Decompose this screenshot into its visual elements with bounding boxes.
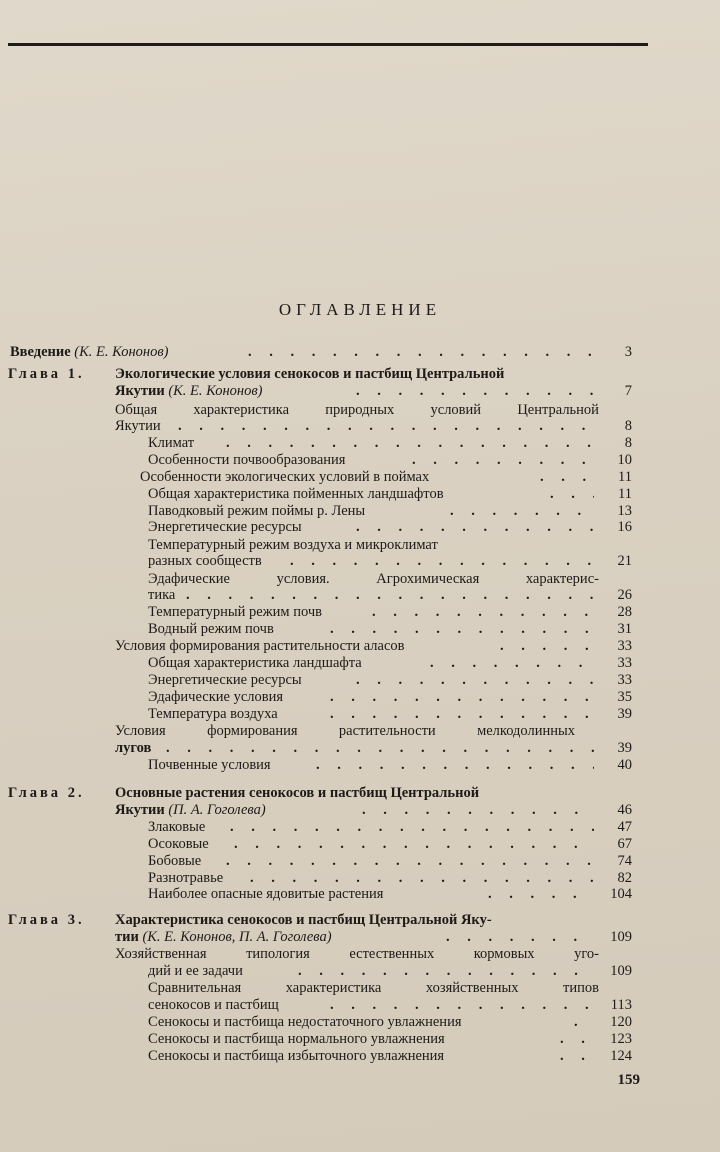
entry-text: Злаковые (148, 819, 206, 835)
dot-leader (186, 587, 594, 604)
entry-text: Якутии (К. Е. Кононов) (115, 383, 263, 399)
dot-leader (356, 383, 594, 400)
page-ref: 35 (617, 689, 632, 705)
toc-entry (0, 655, 720, 672)
entry-text: Водный режим почв (148, 621, 274, 637)
toc-entry (0, 853, 720, 870)
entry-text: Глава 3. (8, 912, 85, 928)
page-ref: 16 (617, 519, 632, 535)
page-ref: 67 (617, 836, 632, 852)
toc-entry (0, 1048, 720, 1065)
toc-entry (0, 836, 720, 853)
dot-leader (330, 706, 594, 723)
toc-entry-cont (0, 418, 720, 435)
toc-entry (0, 604, 720, 621)
toc-entry (0, 503, 720, 520)
page-ref: 8 (624, 418, 632, 434)
toc-entry (0, 1031, 720, 1048)
dot-leader (290, 553, 594, 570)
entry-text: тии (К. Е. Кононов, П. А. Гоголева) (115, 929, 332, 945)
dot-leader (250, 870, 594, 887)
toc-entry (0, 672, 720, 689)
dot-leader (234, 836, 594, 853)
entry-text: Глава 2. (8, 785, 85, 801)
page-ref: 74 (617, 853, 632, 869)
toc-entry-cont (0, 553, 720, 570)
entry-text: сенокосов и пастбищ (148, 997, 279, 1013)
toc-entry (0, 571, 720, 588)
entry-text: Наиболее опасные ядовитые растения (148, 886, 384, 902)
dot-leader (372, 604, 594, 621)
dot-leader (446, 929, 594, 946)
toc-entry (0, 870, 720, 887)
page-ref: 33 (617, 638, 632, 654)
toc-entry (0, 980, 720, 997)
entry-text: Основные растения сенокосов и пастбищ Центральной (115, 785, 480, 801)
toc-entry-introduction (0, 344, 720, 361)
toc-entry (0, 689, 720, 706)
page-ref: 47 (617, 819, 632, 835)
entry-text: Якутии (П. А. Гоголева) (115, 802, 266, 818)
dot-leader (450, 503, 594, 520)
entry-text: Сравнительная характеристика хозяйственных типов (148, 980, 599, 996)
entry-text: тика (148, 587, 176, 603)
toc-entry (0, 819, 720, 836)
page-ref: 40 (617, 757, 632, 773)
entry-text: Эдафические условия (148, 689, 284, 705)
page-ref: 39 (617, 706, 632, 722)
toc-entry (0, 1014, 720, 1031)
page-ref: 31 (617, 621, 632, 637)
page-ref: 113 (610, 997, 632, 1013)
toc-chapter-1-cont (0, 383, 720, 400)
entry-text: Якутии (115, 418, 161, 434)
entry-text: Температурный режим почв (148, 604, 322, 620)
page-ref: 109 (610, 963, 632, 979)
entry-text: Особенности почвообразования (148, 452, 346, 468)
page-ref: 28 (617, 604, 632, 620)
page-ref: 21 (617, 553, 632, 569)
dot-leader (166, 740, 594, 757)
dot-leader (298, 963, 594, 980)
toc-chapter-1 (0, 366, 720, 383)
toc-chapter-3-cont (0, 929, 720, 946)
entry-text: Сенокосы и пастбища недостаточного увлажнения (148, 1014, 462, 1030)
toc-entry (0, 621, 720, 638)
toc-entry-cont (0, 963, 720, 980)
page-ref: 82 (617, 870, 632, 886)
entry-text: Климат (148, 435, 195, 451)
entry-text: Бобовые (148, 853, 202, 869)
dot-leader (178, 418, 594, 435)
page-ref: 8 (624, 435, 632, 451)
entry-text: дий и ее задачи (148, 963, 243, 979)
toc-entry-cont (0, 997, 720, 1014)
entry-text: Введение (К. Е. Кононов) (10, 344, 169, 360)
toc-chapter-2-cont (0, 802, 720, 819)
toc-entry (0, 638, 720, 655)
entry-text: Особенности экологических условий в поймах (140, 469, 430, 485)
page-ref: 11 (618, 469, 632, 485)
dot-leader (330, 997, 594, 1014)
toc-entry (0, 706, 720, 723)
entry-text: Почвенные условия (148, 757, 271, 773)
toc-entry (0, 469, 720, 486)
entry-text: Глава 1. (8, 366, 85, 382)
entry-text: Сенокосы и пастбища избыточного увлажнения (148, 1048, 445, 1064)
page-number: 159 (617, 1072, 640, 1088)
entry-text: разных сообществ (148, 553, 262, 569)
dot-leader (540, 469, 594, 486)
dot-leader (550, 486, 594, 503)
dot-leader (330, 689, 594, 706)
page-ref: 124 (610, 1048, 632, 1064)
entry-text: Условия формирования растительности мелкодолинных (115, 723, 575, 739)
dot-leader (230, 819, 594, 836)
dot-leader (500, 638, 594, 655)
toc-chapter-3 (0, 912, 720, 929)
page-ref: 39 (617, 740, 632, 756)
page-ref: 109 (610, 929, 632, 945)
dot-leader (226, 435, 594, 452)
toc-entry (0, 757, 720, 774)
toc-entry (0, 519, 720, 536)
toc-entry (0, 435, 720, 452)
toc-entry (0, 946, 720, 963)
entry-text: Сенокосы и пастбища нормального увлажнения (148, 1031, 445, 1047)
dot-leader (316, 757, 594, 774)
dot-leader (574, 1014, 594, 1031)
toc-entry (0, 537, 720, 554)
entry-text: Паводковый режим поймы р. Лены (148, 503, 366, 519)
entry-text: Осоковые (148, 836, 209, 852)
dot-leader (560, 1048, 594, 1065)
dot-leader (248, 344, 594, 361)
entry-text: Условия формирования растительности аласов (115, 638, 405, 654)
entry-text: Общая характеристика природных условий Центральной (115, 402, 599, 418)
dot-leader (488, 886, 594, 903)
toc-entry (0, 886, 720, 903)
page-ref: 120 (610, 1014, 632, 1030)
dot-leader (356, 672, 594, 689)
entry-text: Разнотравье (148, 870, 224, 886)
dot-leader (560, 1031, 594, 1048)
dot-leader (362, 802, 594, 819)
entry-text: лугов (115, 740, 152, 756)
toc-entry (0, 402, 720, 419)
toc-entry-cont (0, 587, 720, 604)
entry-text: Экологические условия сенокосов и пастбищ Центральной (115, 366, 505, 382)
toc-entry (0, 452, 720, 469)
toc-entry (0, 723, 720, 740)
entry-text: Общая характеристика ландшафта (148, 655, 362, 671)
dot-leader (430, 655, 594, 672)
top-rule (8, 43, 648, 46)
entry-text: Температура воздуха (148, 706, 278, 722)
toc-heading: ОГЛАВЛЕНИЕ (278, 300, 442, 319)
page-ref: 123 (610, 1031, 632, 1047)
page-ref: 33 (617, 655, 632, 671)
page-ref: 7 (624, 383, 632, 399)
dot-leader (330, 621, 594, 638)
entry-text: Общая характеристика пойменных ландшафтов (148, 486, 444, 502)
page-ref: 11 (618, 486, 632, 502)
dot-leader (356, 519, 594, 536)
page-ref: 10 (617, 452, 632, 468)
page-ref: 33 (617, 672, 632, 688)
toc-entry (0, 486, 720, 503)
entry-text: Характеристика сенокосов и пастбищ Центральной Яку- (115, 912, 492, 928)
dot-leader (226, 853, 594, 870)
toc-entry-cont (0, 740, 720, 757)
page-ref: 3 (624, 344, 632, 360)
page-ref: 104 (610, 886, 632, 902)
page-ref: 13 (617, 503, 632, 519)
entry-text: Энергетические ресурсы (148, 672, 302, 688)
page-ref: 46 (617, 802, 632, 818)
toc-chapter-2 (0, 785, 720, 802)
page-ref: 26 (617, 587, 632, 603)
dot-leader (412, 452, 594, 469)
entry-text: Энергетические ресурсы (148, 519, 302, 535)
entry-text: Температурный режим воздуха и микроклимат (148, 537, 438, 553)
entry-text: Хозяйственная типология естественных кормовых уго- (115, 946, 599, 962)
entry-text: Эдафические условия. Агрохимическая характерис- (148, 571, 599, 587)
